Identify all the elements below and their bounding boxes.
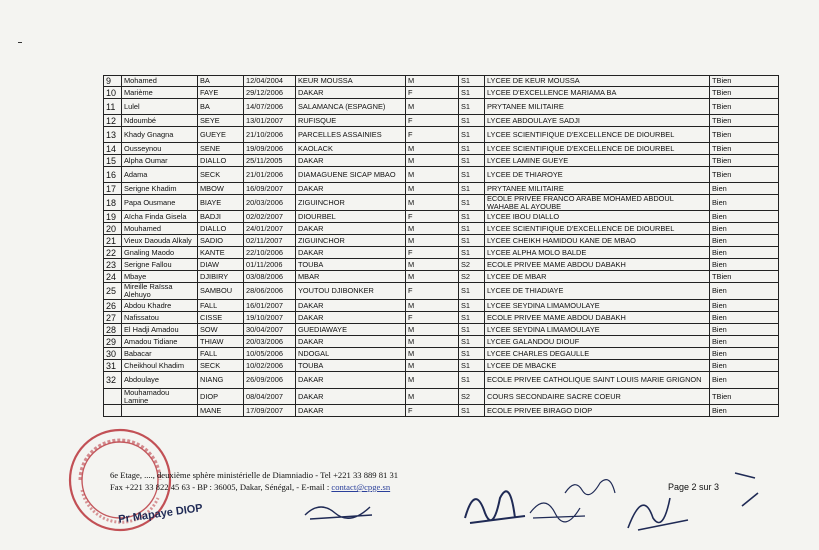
table-cell-date: 02/02/2007 [243,211,295,222]
table-cell-etab: PRYTANEE MILITAIRE [484,99,709,114]
table-cell-mention: TBien [709,143,779,154]
table-cell-no: 22 [103,247,121,258]
table-cell-serie: S1 [458,223,484,234]
table-cell-date: 01/11/2006 [243,259,295,270]
table-cell-date: 29/12/2006 [243,87,295,98]
table-cell-nom: SADIO [197,235,243,246]
table-cell-prenom: Mbaye [121,271,197,282]
table-cell-sexe: M [405,183,458,194]
table-cell-nom: SAMBOU [197,283,243,299]
table-cell-nom: BIAYE [197,195,243,210]
table-cell-nom: DIOP [197,389,243,404]
signature-1 [300,495,380,525]
table-cell-prenom: Gnaling Maodo [121,247,197,258]
table-cell-lieu: DAKAR [295,87,405,98]
table-cell-prenom [121,405,197,416]
table-cell-nom: SEYE [197,115,243,126]
footer-contact [110,482,390,492]
table-cell-sexe: F [405,247,458,258]
table-cell-prenom: Vieux Daouda Alkaly [121,235,197,246]
table-cell-no: 26 [103,300,121,311]
table-cell-prenom: El Hadji Amadou [121,324,197,335]
table-row [103,405,779,417]
table-cell-sexe: M [405,324,458,335]
table-cell-prenom: Adama [121,167,197,182]
table-cell-date: 20/03/2006 [243,195,295,210]
table-cell-nom: SECK [197,360,243,371]
table-cell-serie: S1 [458,183,484,194]
table-cell-prenom: Abdoulaye [121,372,197,388]
table-cell-prenom: Ndoumbé [121,115,197,126]
table-cell-lieu: RUFISQUE [295,115,405,126]
table-cell-date: 17/09/2007 [243,405,295,416]
table-row [103,336,779,348]
table-cell-serie: S1 [458,235,484,246]
table-cell-lieu: YOUTOU DJIBONKER [295,283,405,299]
table-cell-sexe: M [405,143,458,154]
table-row [103,211,779,223]
table-cell-date: 24/01/2007 [243,223,295,234]
table-cell-lieu: DAKAR [295,312,405,323]
footer-address: 6e Etage, ...., deuxième sphère ministérielle de Diamniadio - Tel +221 33 889 81 31 [110,470,399,480]
table-cell-lieu: DAKAR [295,405,405,416]
table-cell-no: 23 [103,259,121,270]
table-cell-no [103,389,121,404]
table-cell-serie: S1 [458,155,484,166]
table-cell-mention: Bien [709,283,779,299]
table-cell-nom: DJIBIRY [197,271,243,282]
table-cell-etab: LYCEE SCIENTIFIQUE D'EXCELLENCE DE DIOURBEL [484,223,709,234]
table-cell-date: 21/10/2006 [243,127,295,142]
table-cell-serie: S1 [458,405,484,416]
table-cell-no: 15 [103,155,121,166]
table-cell-sexe: F [405,211,458,222]
table-cell-date: 21/01/2006 [243,167,295,182]
table-cell-mention: TBien [709,155,779,166]
table-cell-no: 13 [103,127,121,142]
table-cell-prenom: Abdou Khadre [121,300,197,311]
table-cell-mention: TBien [709,75,779,86]
table-cell-mention: Bien [709,405,779,416]
table-cell-no: 19 [103,211,121,222]
table-cell-no: 9 [103,75,121,86]
table-cell-mention: Bien [709,360,779,371]
table-cell-serie: S1 [458,300,484,311]
table-cell-etab: LYCEE GALANDOU DIOUF [484,336,709,347]
table-cell-mention: TBien [709,87,779,98]
table-cell-date: 13/01/2007 [243,115,295,126]
table-cell-serie: S1 [458,372,484,388]
table-cell-etab: LYCEE SCIENTIFIQUE D'EXCELLENCE DE DIOURBEL [484,143,709,154]
table-cell-etab: ECOLE PRIVEE BIRAGO DIOP [484,405,709,416]
table-cell-date: 30/04/2007 [243,324,295,335]
table-cell-nom: GUEYE [197,127,243,142]
table-cell-prenom: Amadou Tidiane [121,336,197,347]
table-cell-prenom: Papa Ousmane [121,195,197,210]
table-cell-sexe: F [405,87,458,98]
table-cell-mention: TBien [709,127,779,142]
table-cell-sexe: M [405,372,458,388]
table-row [103,360,779,372]
page-number: Page 2 sur 3 [668,482,720,492]
table-cell-no: 29 [103,336,121,347]
table-cell-prenom: Babacar [121,348,197,359]
table-cell-date: 19/10/2007 [243,312,295,323]
table-cell-etab: LYCEE CHARLES DEGAULLE [484,348,709,359]
table-cell-date: 08/04/2007 [243,389,295,404]
table-cell-prenom: Khady Gnagna [121,127,197,142]
scan-mark [18,42,22,43]
table-cell-no: 28 [103,324,121,335]
table-cell-etab: LYCEE SEYDINA LIMAMOULAYE [484,300,709,311]
table-cell-serie: S2 [458,389,484,404]
table-cell-lieu: ZIGUINCHOR [295,195,405,210]
table-cell-nom: SECK [197,167,243,182]
table-cell-serie: S1 [458,87,484,98]
table-cell-nom: FALL [197,300,243,311]
table-cell-etab: LYCEE ABDOULAYE SADJI [484,115,709,126]
table-cell-no: 25 [103,283,121,299]
table-cell-etab: LYCEE DE THIADIAYE [484,283,709,299]
table-cell-prenom: Marième [121,87,197,98]
table-row [103,195,779,211]
table-cell-nom: FALL [197,348,243,359]
table-cell-no: 32 [103,372,121,388]
table-cell-date: 19/09/2006 [243,143,295,154]
table-cell-lieu: DIOURBEL [295,211,405,222]
table-cell-sexe: M [405,336,458,347]
table-cell-mention: Bien [709,300,779,311]
table-cell-no: 20 [103,223,121,234]
table-cell-lieu: DAKAR [295,300,405,311]
table-cell-nom: CISSE [197,312,243,323]
table-cell-prenom: Mireille Raïssa Alehuyo [121,283,197,299]
table-cell-no: 17 [103,183,121,194]
table-cell-lieu: KEUR MOUSSA [295,75,405,86]
table-cell-sexe: M [405,360,458,371]
table-row [103,99,779,115]
table-cell-nom: SENE [197,143,243,154]
table-cell-sexe: M [405,259,458,270]
table-cell-serie: S1 [458,336,484,347]
table-cell-date: 02/11/2007 [243,235,295,246]
table-cell-etab: LYCEE D'EXCELLENCE MARIAMA BA [484,87,709,98]
table-cell-mention: TBien [709,167,779,182]
table-row [103,324,779,336]
table-cell-sexe: M [405,75,458,86]
table-cell-date: 16/01/2007 [243,300,295,311]
table-cell-no [103,405,121,416]
table-cell-no: 10 [103,87,121,98]
table-cell-serie: S1 [458,75,484,86]
table-row [103,167,779,183]
table-cell-date: 03/08/2006 [243,271,295,282]
table-cell-lieu: NDOGAL [295,348,405,359]
table-cell-lieu: TOUBA [295,259,405,270]
table-cell-no: 21 [103,235,121,246]
footer-contact-text: Fax +221 33 822 45 63 - BP : 36005, Dakar, Sénégal, - E-mail : [110,482,332,492]
table-cell-sexe: F [405,127,458,142]
table-cell-etab: ECOLE PRIVEE MAME ABDOU DABAKH [484,259,709,270]
table-cell-serie: S2 [458,271,484,282]
table-cell-no: 27 [103,312,121,323]
table-cell-prenom: Lulel [121,99,197,114]
table-cell-mention: TBien [709,271,779,282]
table-cell-lieu: DIAMAGUENE SICAP MBAO [295,167,405,182]
table-cell-no: 31 [103,360,121,371]
table-cell-sexe: M [405,300,458,311]
table-cell-date: 22/10/2006 [243,247,295,258]
table-cell-nom: NIANG [197,372,243,388]
table-cell-date: 20/03/2006 [243,336,295,347]
table-cell-nom: BA [197,99,243,114]
table-cell-sexe: M [405,271,458,282]
table-cell-no: 14 [103,143,121,154]
table-cell-mention: Bien [709,183,779,194]
table-cell-nom: SOW [197,324,243,335]
table-cell-lieu: DAKAR [295,223,405,234]
table-cell-date: 26/09/2006 [243,372,295,388]
table-row [103,348,779,360]
table-cell-no: 30 [103,348,121,359]
candidates-table [103,75,779,417]
table-row [103,247,779,259]
table-cell-lieu: DAKAR [295,389,405,404]
table-row [103,312,779,324]
table-cell-mention: TBien [709,115,779,126]
table-cell-sexe: M [405,223,458,234]
table-cell-lieu: SALAMANCA (ESPAGNE) [295,99,405,114]
table-cell-etab: LYCEE DE KEUR MOUSSA [484,75,709,86]
table-cell-mention: Bien [709,312,779,323]
table-cell-mention: TBien [709,99,779,114]
table-cell-mention: Bien [709,223,779,234]
table-cell-sexe: F [405,283,458,299]
table-cell-serie: S1 [458,115,484,126]
table-cell-sexe: F [405,312,458,323]
table-cell-etab: LYCEE LAMINE GUEYE [484,155,709,166]
stamp-text: Pr Mapaye DIOP [117,502,204,526]
signature-6 [730,468,770,518]
table-cell-etab: ECOLE PRIVEE MAME ABDOU DABAKH [484,312,709,323]
table-cell-etab: LYCEE IBOU DIALLO [484,211,709,222]
signature-5 [618,478,698,538]
table-cell-prenom: Serigne Fallou [121,259,197,270]
table-cell-lieu: MBAR [295,271,405,282]
table-row [103,283,779,300]
table-cell-etab: LYCEE DE MBAR [484,271,709,282]
table-cell-lieu: DAKAR [295,336,405,347]
table-cell-lieu: TOUBA [295,360,405,371]
table-cell-sexe: M [405,155,458,166]
table-cell-sexe: M [405,389,458,404]
table-cell-prenom: Nafissatou [121,312,197,323]
table-row [103,87,779,99]
table-cell-etab: LYCEE SEYDINA LIMAMOULAYE [484,324,709,335]
table-cell-serie: S1 [458,127,484,142]
table-cell-prenom: Ousseynou [121,143,197,154]
table-cell-nom: MANE [197,405,243,416]
table-cell-sexe: M [405,348,458,359]
table-row [103,271,779,283]
table-cell-mention: Bien [709,372,779,388]
table-cell-prenom: Mouhamadou Lamine [121,389,197,404]
table-cell-no: 12 [103,115,121,126]
table-cell-etab: LYCEE DE THIAROYE [484,167,709,182]
table-cell-prenom: Cheikhoul Khadim [121,360,197,371]
table-row [103,115,779,127]
table-cell-nom: KANTE [197,247,243,258]
table-cell-mention: Bien [709,348,779,359]
table-row [103,372,779,389]
table-cell-etab: COURS SECONDAIRE SACRE COEUR [484,389,709,404]
table-cell-no: 24 [103,271,121,282]
table-cell-date: 10/05/2006 [243,348,295,359]
table-cell-mention: Bien [709,211,779,222]
table-cell-mention: Bien [709,324,779,335]
table-cell-lieu: PARCELLES ASSAINIES [295,127,405,142]
table-cell-sexe: F [405,115,458,126]
table-cell-mention: Bien [709,195,779,210]
table-cell-lieu: DAKAR [295,372,405,388]
table-cell-serie: S1 [458,360,484,371]
table-cell-no: 16 [103,167,121,182]
table-cell-sexe: M [405,195,458,210]
table-cell-nom: DIAW [197,259,243,270]
table-cell-serie: S1 [458,195,484,210]
table-row [103,155,779,167]
table-cell-mention: Bien [709,259,779,270]
table-row [103,235,779,247]
table-cell-serie: S1 [458,143,484,154]
table-cell-serie: S1 [458,247,484,258]
table-cell-date: 28/06/2006 [243,283,295,299]
table-cell-nom: DIALLO [197,155,243,166]
table-cell-serie: S2 [458,259,484,270]
table-cell-etab: PRYTANEE MILITAIRE [484,183,709,194]
table-cell-mention: TBien [709,389,779,404]
table-cell-lieu: DAKAR [295,247,405,258]
table-cell-etab: LYCEE CHEIKH HAMIDOU KANE DE MBAO [484,235,709,246]
table-cell-serie: S1 [458,348,484,359]
table-cell-mention: Bien [709,247,779,258]
table-cell-no: 11 [103,99,121,114]
table-cell-etab: LYCEE DE MBACKE [484,360,709,371]
table-cell-lieu: ZIGUINCHOR [295,235,405,246]
table-cell-sexe: M [405,235,458,246]
table-row [103,389,779,405]
table-cell-sexe: F [405,405,458,416]
table-cell-nom: THIAW [197,336,243,347]
table-cell-nom: BADJI [197,211,243,222]
table-cell-sexe: M [405,167,458,182]
table-row [103,183,779,195]
table-cell-mention: Bien [709,235,779,246]
table-cell-sexe: M [405,99,458,114]
table-cell-nom: FAYE [197,87,243,98]
signature-2 [455,478,535,538]
footer-email-link[interactable]: contact@cpge.sn [331,482,391,492]
table-cell-serie: S1 [458,324,484,335]
table-cell-serie: S1 [458,283,484,299]
table-cell-date: 14/07/2006 [243,99,295,114]
table-cell-nom: BA [197,75,243,86]
table-row [103,223,779,235]
table-cell-serie: S1 [458,99,484,114]
table-cell-date: 25/11/2005 [243,155,295,166]
table-row [103,143,779,155]
table-cell-lieu: DAKAR [295,155,405,166]
table-cell-prenom: Mouhamed [121,223,197,234]
table-cell-lieu: DAKAR [295,183,405,194]
table-cell-lieu: GUEDIAWAYE [295,324,405,335]
table-cell-serie: S1 [458,211,484,222]
table-cell-etab: LYCEE SCIENTIFIQUE D'EXCELLENCE DE DIOURBEL [484,127,709,142]
table-row [103,259,779,271]
table-cell-etab: ECOLE PRIVEE FRANCO ARABE MOHAMED ABDOUL WAHABE AL AYOUBE [484,195,709,210]
table-cell-nom: MBOW [197,183,243,194]
table-cell-date: 12/04/2004 [243,75,295,86]
table-row [103,300,779,312]
table-row [103,75,779,87]
table-cell-prenom: Alpha Oumar [121,155,197,166]
table-cell-prenom: Serigne Khadim [121,183,197,194]
table-row [103,127,779,143]
table-cell-etab: LYCEE ALPHA MOLO BALDE [484,247,709,258]
table-cell-etab: ECOLE PRIVEE CATHOLIQUE SAINT LOUIS MARIE GRIGNON [484,372,709,388]
table-cell-date: 16/09/2007 [243,183,295,194]
table-cell-nom: DIALLO [197,223,243,234]
table-cell-serie: S1 [458,312,484,323]
table-cell-no: 18 [103,195,121,210]
table-cell-lieu: KAOLACK [295,143,405,154]
table-cell-prenom: Aïcha Finda Gisela [121,211,197,222]
table-cell-serie: S1 [458,167,484,182]
table-cell-mention: Bien [709,336,779,347]
table-cell-prenom: Mohamed [121,75,197,86]
table-cell-date: 10/02/2006 [243,360,295,371]
